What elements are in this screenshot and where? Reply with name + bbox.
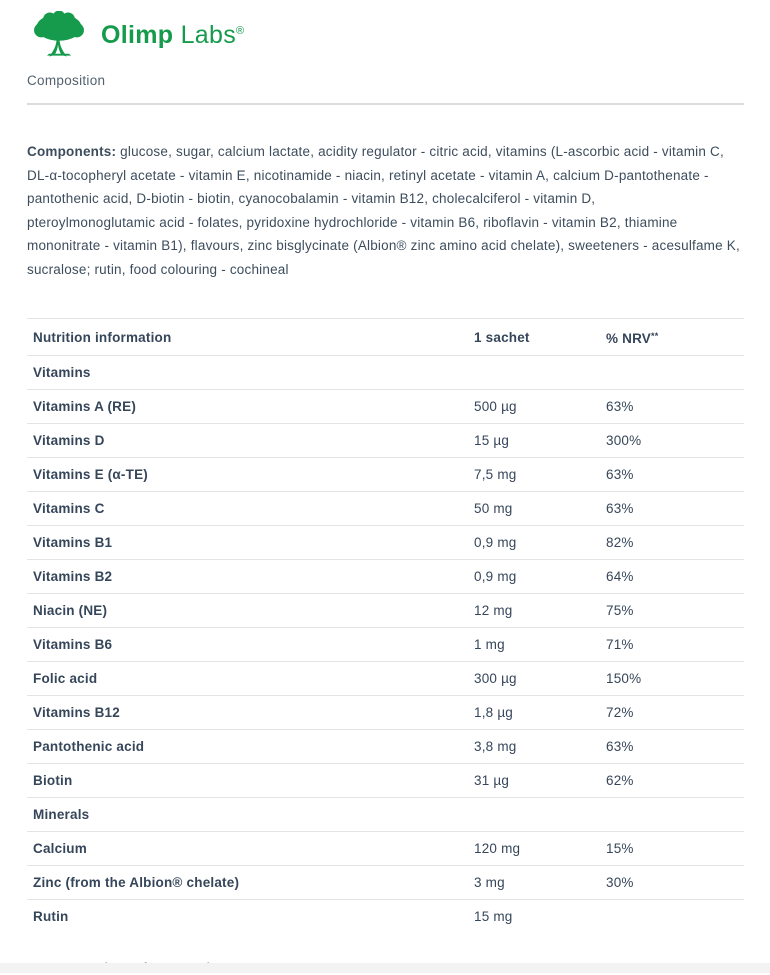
nutrient-name: Vitamins B1 <box>27 526 468 560</box>
nrv-value: 63% <box>600 390 744 424</box>
header-1-sachet: 1 sachet <box>468 319 600 356</box>
amount-value: 0,9 mg <box>468 526 600 560</box>
components-text-a: glucose, sugar, calcium lactate, acidity regulator - citric acid, vitamins (L-ascorbic acid - vitamin C, DL-α-tocopheryl acetate - vitamin E, nicotinamide - niacin, retinyl acetate - vitamin A, calcium D-pantothenate - pantothenic acid, D-biotin - biotin, cyanocobalamin - vitamin B12, cholecalciferol - vitamin D, <box>27 144 724 206</box>
amount-value: 15 µg <box>468 424 600 458</box>
nutrient-name: Folic acid <box>27 662 468 696</box>
amount-value: 15 mg <box>468 900 600 934</box>
table-row <box>27 662 744 696</box>
table-row <box>27 458 744 492</box>
nrv-value: 150% <box>600 662 744 696</box>
components-paragraph <box>27 140 744 281</box>
section-label: Composition <box>27 73 106 88</box>
tree-icon <box>27 11 91 59</box>
amount-value: 0,9 mg <box>468 560 600 594</box>
nutrient-name: Vitamins E (α-TE) <box>27 458 468 492</box>
nrv-value <box>600 356 744 390</box>
nutrition-table <box>27 318 744 933</box>
nutrient-name: Vitamins <box>27 356 468 390</box>
amount-value: 1 mg <box>468 628 600 662</box>
table-section-row <box>27 798 744 832</box>
brand-name-regular: Labs <box>180 20 237 49</box>
nutrient-name: Niacin (NE) <box>27 594 468 628</box>
amount-value: 3 mg <box>468 866 600 900</box>
header-nrv: % NRV** <box>600 319 744 356</box>
amount-value <box>468 798 600 832</box>
nutrient-name: Vitamins B12 <box>27 696 468 730</box>
nutrient-name: Vitamins D <box>27 424 468 458</box>
table-row <box>27 628 744 662</box>
nutrient-name: Minerals <box>27 798 468 832</box>
nutrient-name: Biotin <box>27 764 468 798</box>
amount-value: 1,8 µg <box>468 696 600 730</box>
amount-value: 500 µg <box>468 390 600 424</box>
table-row <box>27 866 744 900</box>
amount-value: 3,8 mg <box>468 730 600 764</box>
table-section-row <box>27 356 744 390</box>
divider <box>27 103 744 105</box>
brand-wordmark <box>101 21 244 50</box>
nrv-value: 62% <box>600 764 744 798</box>
nutrient-name: Vitamins A (RE) <box>27 390 468 424</box>
table-row <box>27 832 744 866</box>
bottom-strip <box>0 963 770 973</box>
table-row <box>27 764 744 798</box>
nrv-value: 63% <box>600 492 744 526</box>
brand-logo <box>27 10 744 60</box>
table-row <box>27 492 744 526</box>
nrv-value <box>600 798 744 832</box>
nrv-value: 300% <box>600 424 744 458</box>
table-row <box>27 526 744 560</box>
nrv-value: 64% <box>600 560 744 594</box>
amount-value: 300 µg <box>468 662 600 696</box>
nutrient-name: Vitamins B6 <box>27 628 468 662</box>
amount-value <box>468 356 600 390</box>
nutrient-name: Rutin <box>27 900 468 934</box>
nutrition-table-body <box>27 356 744 934</box>
nutrient-name: Calcium <box>27 832 468 866</box>
amount-value: 7,5 mg <box>468 458 600 492</box>
nrv-value: 63% <box>600 730 744 764</box>
table-row <box>27 900 744 934</box>
brand-name-bold: Olimp <box>101 20 174 49</box>
registered-mark: ® <box>236 24 245 37</box>
nrv-value: 72% <box>600 696 744 730</box>
amount-value: 120 mg <box>468 832 600 866</box>
nrv-value: 15% <box>600 832 744 866</box>
nrv-value: 71% <box>600 628 744 662</box>
header-nutrition-information: Nutrition information <box>27 319 468 356</box>
amount-value: 31 µg <box>468 764 600 798</box>
table-row <box>27 390 744 424</box>
amount-value: 50 mg <box>468 492 600 526</box>
amount-value: 12 mg <box>468 594 600 628</box>
nrv-value: 82% <box>600 526 744 560</box>
components-text-b: pteroylmonoglutamic acid - folates, pyridoxine hydrochloride - vitamin B6, riboflavin - vitamin B2, thiamine mononitrate - vitamin B1), flavours, zinc bisglycinate (Albion® zinc amino acid chelate), sweeteners - acesulfame K, sucralose; rutin, food colouring - cochineal <box>27 214 740 277</box>
nutrient-name: Zinc (from the Albion® chelate) <box>27 866 468 900</box>
table-row <box>27 696 744 730</box>
nrv-value: 75% <box>600 594 744 628</box>
nrv-value: 63% <box>600 458 744 492</box>
nrv-value <box>600 900 744 934</box>
nutrient-name: Pantothenic acid <box>27 730 468 764</box>
table-header-row <box>27 319 744 356</box>
table-row <box>27 424 744 458</box>
table-row <box>27 594 744 628</box>
components-label: Components: <box>27 144 117 159</box>
nutrient-name: Vitamins B2 <box>27 560 468 594</box>
table-row <box>27 730 744 764</box>
table-row <box>27 560 744 594</box>
nrv-value: 30% <box>600 866 744 900</box>
nutrient-name: Vitamins C <box>27 492 468 526</box>
